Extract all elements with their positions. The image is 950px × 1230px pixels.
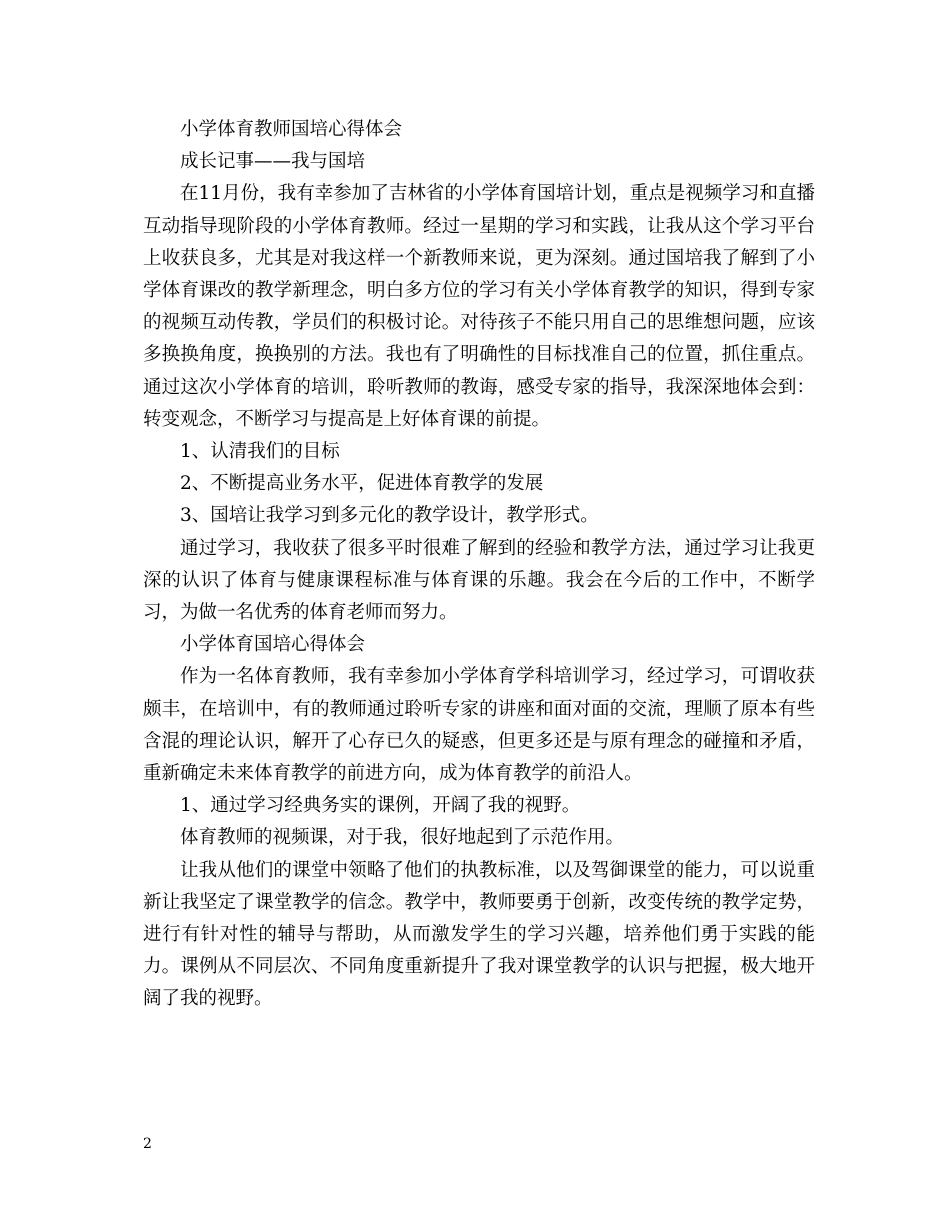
document-body: [143, 114, 815, 1016]
list-item: 1、通过学习经典务实的课例，开阔了我的视野。: [180, 795, 581, 817]
section-subtitle: 成长记事——我与国培: [180, 151, 366, 173]
body-paragraph: 在11月份，我有幸参加了吉林省的小学体育国培计划，重点是视频学习和直播互动指导现阶段的小学体育教师。经过一星期的学习和实践，让我从这个学习平台上收获良多，尤其是对我这样一个新教师来说，更为深刻。通过国培我了解到了小学体育课改的教学新理念，明白多方位的学习有关小学体育教学的知识，得到专家的视频互动传教，学员们的积极讨论。对待孩子不能只用自己的思维想问题，应该多换换角度，换换别的方法。我也有了明确性的目标找准自己的位置，抓住重点。通过这次小学体育的培训，聆听教师的教诲，感受专家的指导，我深深地体会到：转变观念，不断学习与提高是上好体育课的前提。: [143, 183, 815, 430]
list-item: 3、国培让我学习到多元化的教学设计，教学形式。: [180, 505, 599, 527]
document-title: 小学体育教师国培心得体会: [180, 119, 403, 140]
body-paragraph: 作为一名体育教师，我有幸参加小学体育学科培训学习，经过学习，可谓收获颇丰，在培训中，有的教师通过聆听专家的讲座和面对面的交流，理顺了原本有些含混的理论认识，解开了心存已久的疑惑，但更多还是与原有理念的碰撞和矛盾，重新确定未来体育教学的前进方向，成为体育教学的前沿人。: [143, 666, 815, 785]
body-paragraph: 通过学习，我收获了很多平时很难了解到的经验和教学方法，通过学习让我更深的认识了体育与健康课程标准与体育课的乐趣。我会在今后的工作中，不断学习，为做一名优秀的体育老师而努力。: [143, 537, 815, 624]
body-paragraph: 让我从他们的课堂中领略了他们的执教标准，以及驾御课堂的能力，可以说重新让我坚定了课堂教学的信念。教学中，教师要勇于创新，改变传统的教学定势，进行有针对性的辅导与帮助，从而激发学生的学习兴趣，培养他们勇于实践的能力。课例从不同层次、不同角度重新提升了我对课堂教学的认识与把握，极大地开阔了我的视野。: [143, 859, 815, 1010]
body-paragraph: 体育教师的视频课，对于我，很好地起到了示范作用。: [180, 827, 625, 849]
list-item: 2、不断提高业务水平，促进体育教学的发展: [180, 473, 544, 495]
page-number: 2: [143, 1136, 152, 1152]
list-item: 1、认清我们的目标: [180, 441, 340, 463]
section-title: 小学体育国培心得体会: [180, 634, 366, 656]
